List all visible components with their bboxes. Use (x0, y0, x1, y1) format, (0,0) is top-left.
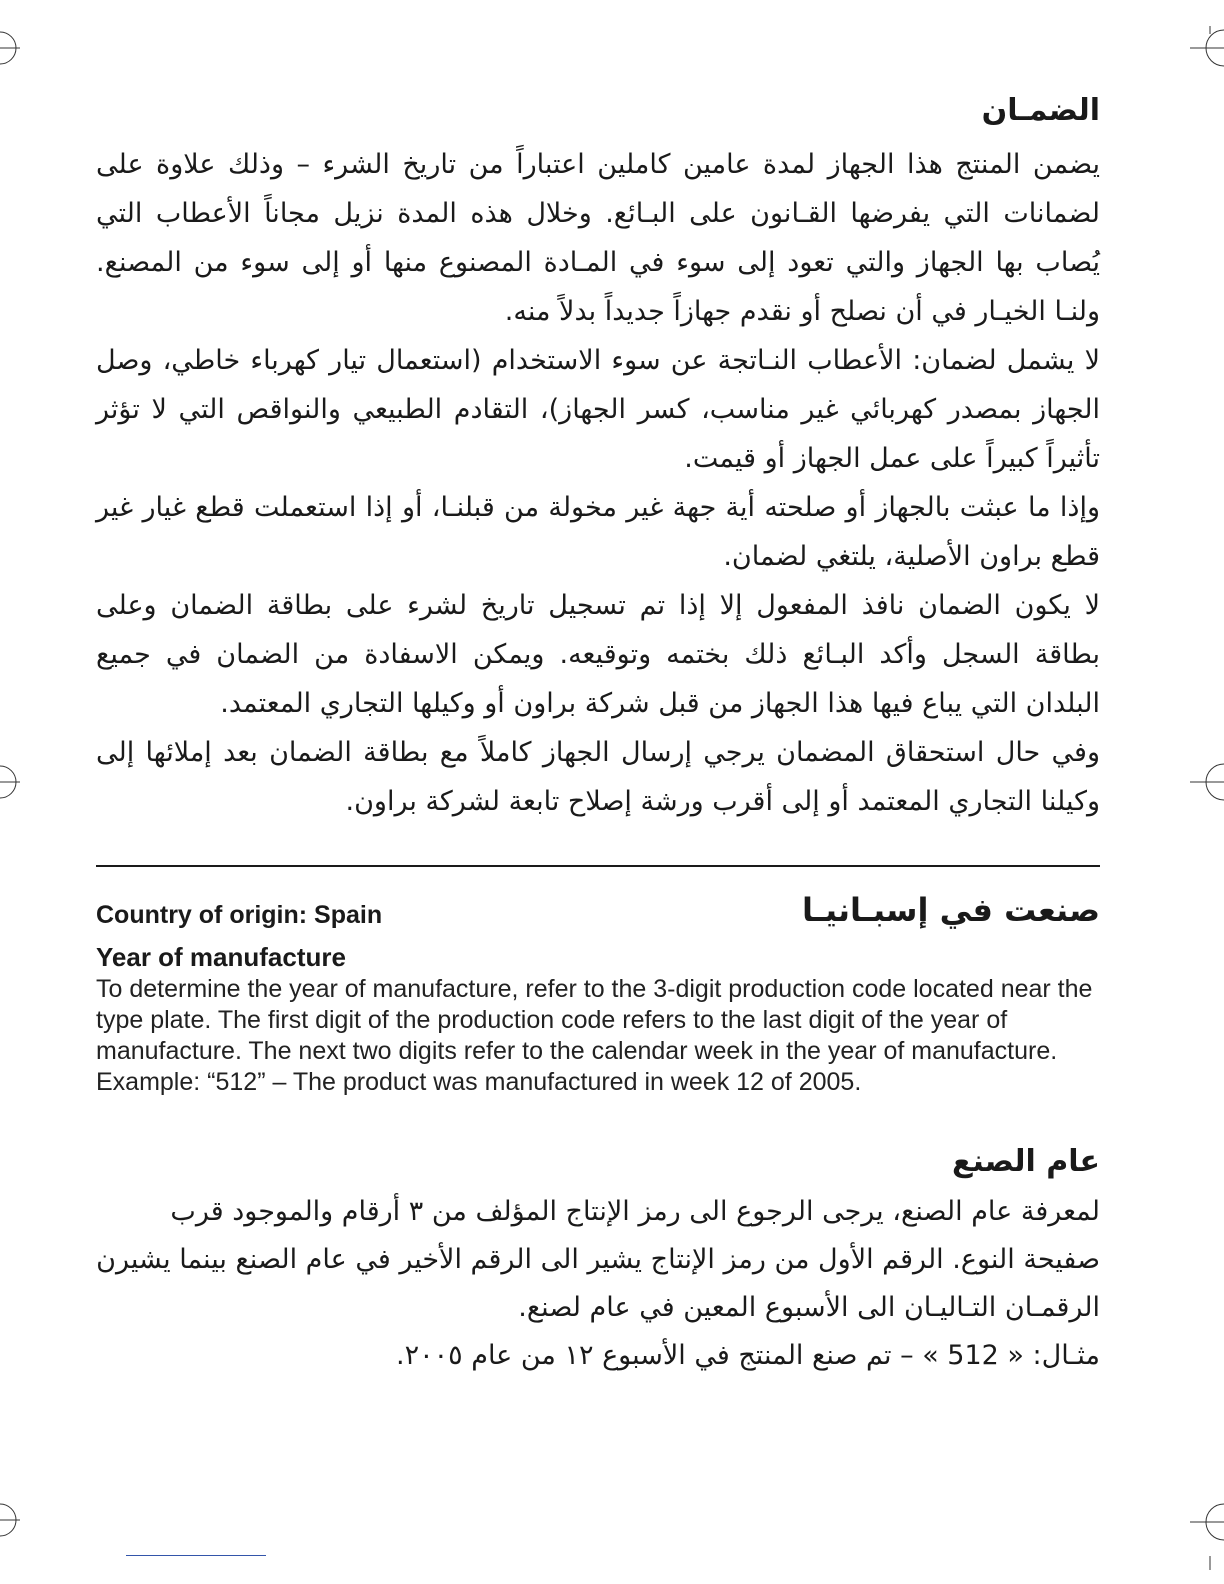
registration-mark-bottom-right (1180, 1500, 1224, 1570)
year-of-manufacture-body-arabic: لمعرفة عام الصنع، يرجى الرجوع الى رمز الإنتاج المؤلف من ٣ أرقام والموجود قرب صفيحة النوع. الرقم الأول من رمز الإنتاج يشير الى الرقم الأخير في عام الصنع بينما يشيرن الرقمـان التـاليـان الى الأسبوع المعين في عام لصنع. (96, 1196, 1100, 1323)
year-of-manufacture-english-section (96, 940, 1100, 1098)
section-divider (96, 865, 1100, 867)
origin-row (96, 893, 1100, 941)
registration-mark-bottom-left (0, 1500, 22, 1540)
year-of-manufacture-example: Example: “512” – The product was manufactured in week 12 of 2005. (96, 1068, 862, 1096)
year-of-manufacture-body: To determine the year of manufacture, refer to the 3-digit production code located near the type plate. The first digit of the production code refers to the last digit of the year of manufacture. The next two digits refer to the calendar week in the year of manufacture. (96, 975, 1093, 1065)
registration-mark-top-right (1180, 26, 1224, 70)
country-of-origin-english: Country of origin: Spain (96, 901, 383, 929)
year-of-manufacture-title-arabic: عام الصنع (951, 1144, 1100, 1179)
warranty-section (96, 88, 1100, 826)
registration-mark-mid-right (1180, 760, 1224, 804)
footer-rule (126, 1555, 266, 1556)
year-of-manufacture-arabic-section (96, 1140, 1100, 1380)
warranty-paragraph-coverage: يضمن المنتج هذا الجهاز لمدة عامين كاملين اعتباراً من تاريخ الشرء – وذلك علاوة على لضمانات التي يفرضها القـانون على البـائع. وخلال هذه المدة نزيل مجاناً الأعطاب التي يُصاب بها الجهاز والتي تعود إلى سوء في المـادة المصنوع منها أو إلى سوء من المصنع. ولنـا الخيـار في أن نصلح أو نقدم جهازاً جديداً بدلاً منه. (96, 149, 1100, 327)
year-of-manufacture-title: Year of manufacture (96, 942, 346, 972)
warranty-paragraph-service: وفي حال استحقاق المضمان يرجي إرسال الجهاز كاملاً مع بطاقة الضمان بعد إملائها إلى وكيلنا التجاري المعتمد أو إلى أقرب ورشة إصلاح تابعة لشركة براون. (96, 737, 1100, 817)
warranty-paragraph-validity: لا يكون الضمان نافذ المفعول إلا إذا تم تسجيل تاريخ لشرء على بطاقة الضمان وعلى بطاقة السجل وأكد البـائع ذلك بختمه وتوقيعه. ويمكن الاسفادة من الضمان في جميع البلدان التي يباع فيها هذا الجهاز من قبل شركة براون أو وكيلها التجاري المعتمد. (96, 590, 1100, 719)
country-of-origin-arabic: صنعت في إسبـانيـا (801, 891, 1100, 929)
registration-mark-mid-left (0, 762, 22, 802)
year-of-manufacture-example-arabic: مثـال: « 512 » – تم صنع المنتج في الأسبوع ١٢ من عام ٢٠٠٥. (396, 1340, 1100, 1371)
warranty-paragraph-exclusions: لا يشمل لضمان: الأعطاب النـاتجة عن سوء الاستخدام (استعمال تيار كهرباء خاطي، وصل الجهاز بمصدر كهربائي غير مناسب، كسر الجهاز)، التقادم الطبيعي والنواقص التي لا تؤثر تأثيراً كبيراً على عمل الجهاز أو قيمت. (96, 345, 1100, 474)
registration-mark-top-left (0, 28, 22, 68)
warranty-paragraph-void: وإذا ما عبثت بالجهاز أو صلحته أية جهة غير مخولة من قبلنـا، أو إذا استعملت قطع غيار غير قطع براون الأصلية، يلتغي لضمان. (96, 492, 1100, 572)
warranty-title: الضمـان (981, 93, 1100, 128)
